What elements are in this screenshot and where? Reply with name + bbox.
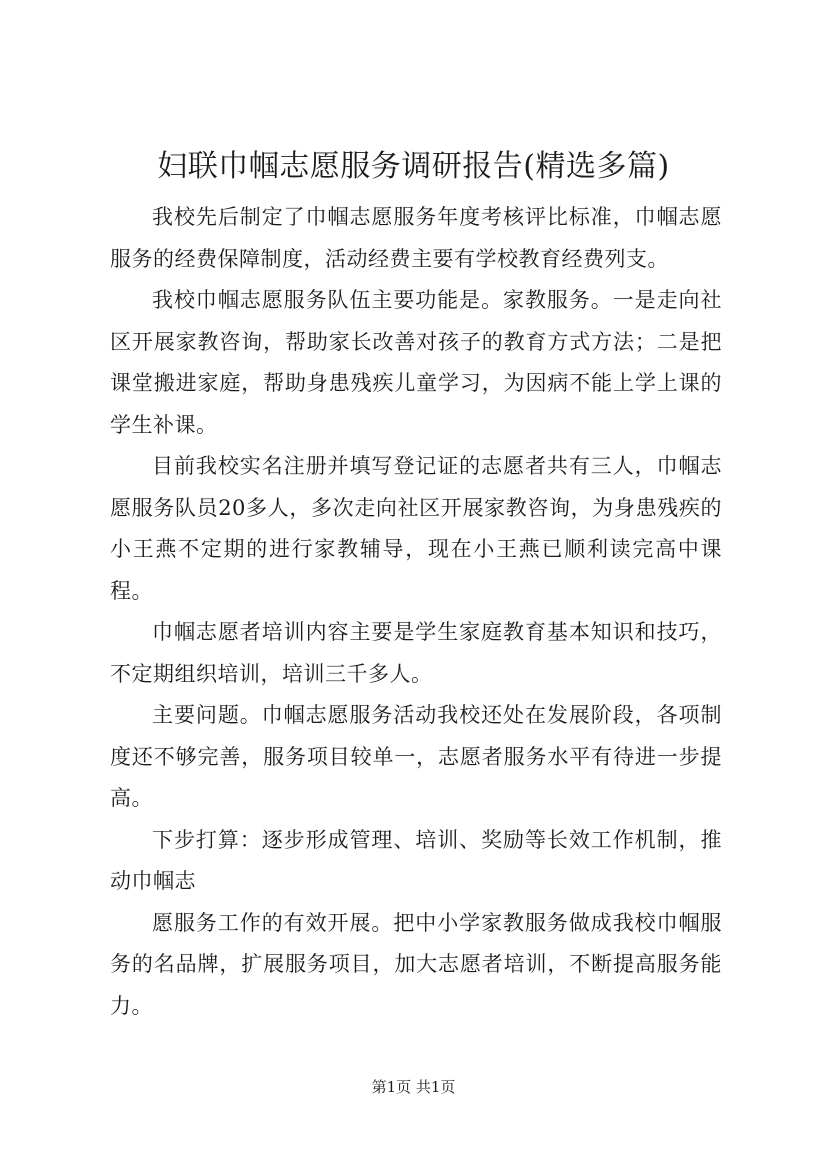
paragraph: 目前我校实名注册并填写登记证的志愿者共有三人，巾帼志愿服务队员20多人，多次走向社区开展家教咨询，为身患残疾的小王燕不定期的进行家教辅导，现在小王燕已顺利读完高中课程。 <box>110 454 722 603</box>
document-body <box>110 197 722 1027</box>
page-footer <box>0 1077 827 1097</box>
page-number: 第1页 共1页 <box>371 1078 456 1096</box>
paragraph: 愿服务工作的有效开展。把中小学家教服务做成我校巾帼服务的名品牌，扩展服务项目，加大志愿者培训，不断提高服务能力。 <box>110 910 722 1018</box>
paragraph: 下步打算：逐步形成管理、培训、奖励等长效工作机制，推动巾帼志 <box>110 827 722 893</box>
paragraph: 巾帼志愿者培训内容主要是学生家庭教育基本知识和技巧，不定期组织培训，培训三千多人。 <box>110 620 722 686</box>
paragraph: 我校巾帼志愿服务队伍主要功能是。家教服务。一是走向社区开展家教咨询，帮助家长改善对孩子的教育方式方法；二是把课堂搬进家庭，帮助身患残疾儿童学习，为因病不能上学上课的学生补课。 <box>110 288 722 437</box>
paragraph: 我校先后制定了巾帼志愿服务年度考核评比标准，巾帼志愿服务的经费保障制度，活动经费主要有学校教育经费列支。 <box>110 205 722 271</box>
paragraph: 主要问题。巾帼志愿服务活动我校还处在发展阶段，各项制度还不够完善，服务项目较单一，志愿者服务水平有待进一步提高。 <box>110 703 722 810</box>
document-title: 妇联巾帼志愿服务调研报告(精选多篇) <box>157 149 670 184</box>
